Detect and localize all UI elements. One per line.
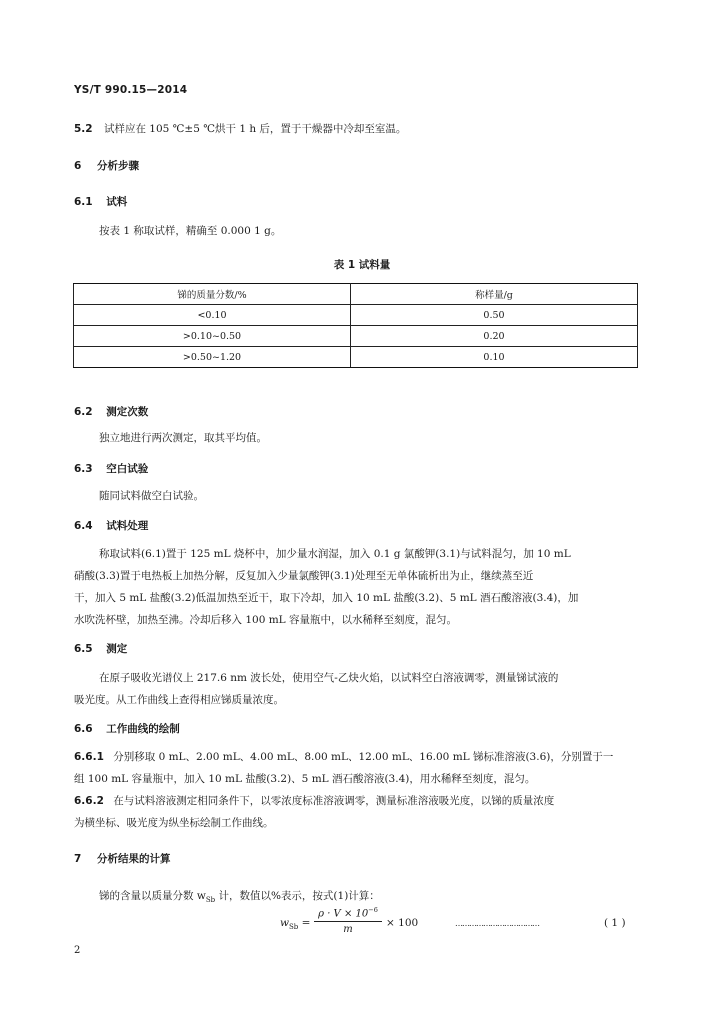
section-6-6-1-line: 组 100 mL 容量瓶中，加入 10 mL 盐酸(3.2)、5 mL 酒石酸溶液(3.4)，用水稀释至刻度，混匀。: [74, 773, 536, 785]
table-cell: 0.20: [351, 326, 638, 347]
section-number: 6.6: [74, 723, 93, 735]
section-6-6-1-text: 分别移取 0 mL、2.00 mL、4.00 mL、8.00 mL、12.00 mL、16.00 mL 锑标准溶液(3.6)，分别置于一: [113, 751, 614, 763]
equals-sign: =: [298, 917, 311, 929]
section-6-heading: [74, 158, 139, 173]
section-title: 分析结果的计算: [96, 853, 171, 865]
section-title: 测定: [106, 643, 128, 655]
table-1-title: 表 1 试料量: [333, 259, 391, 271]
column-header: 锑的质量分数/%: [74, 284, 351, 305]
section-6-3-heading: [74, 461, 148, 476]
formula-lhs: [280, 917, 310, 931]
table-row: [74, 326, 638, 347]
page-number: 2: [74, 945, 81, 956]
section-6-2-text: 独立地进行两次测定，取其平均值。: [99, 432, 267, 444]
section-number: 6.1: [74, 196, 93, 208]
section-number: 6.6.1: [74, 751, 104, 763]
section-title: 分析步骤: [96, 160, 139, 172]
formula-multiplier: × 100: [386, 917, 419, 929]
formula-leader-dots: ………………………………: [455, 919, 539, 928]
section-title: 试料处理: [106, 520, 149, 532]
table-cell: >0.50~1.20: [74, 347, 351, 368]
table-cell: >0.10~0.50: [74, 326, 351, 347]
section-number: 6.4: [74, 520, 93, 532]
text-part: 计，数值以%表示，按式(1)计算：: [215, 890, 380, 902]
section-6-2-heading: [74, 404, 148, 419]
section-6-6-1-line: [74, 747, 613, 768]
standard-number: YS/T 990.15—2014: [74, 84, 188, 96]
section-6-6-2-line: 为横坐标、吸光度为纵坐标绘制工作曲线。: [74, 817, 274, 829]
section-number: 6: [74, 160, 82, 172]
formula-denominator: m: [343, 924, 353, 936]
section-7-heading: [74, 851, 170, 866]
section-6-5-heading: [74, 641, 127, 656]
formula-numerator: [314, 906, 382, 919]
section-6-6-heading: [74, 721, 180, 736]
section-6-5-line: 吸光度。从工作曲线上查得相应锑质量浓度。: [74, 694, 284, 706]
table-header-row: [74, 284, 638, 305]
section-6-4-line: 硝酸(3.3)置于电热板上加热分解，反复加入少量氯酸钾(3.1)处理至无单体硫析出为止，继续蒸至近: [74, 570, 534, 582]
section-6-6-2-text: 在与试料溶液测定相同条件下，以零浓度标准溶液调零，测量标准溶液吸光度，以锑的质量浓度: [113, 795, 555, 807]
formula-variable: w: [280, 917, 289, 929]
text-part: 锑的含量以质量分数 w: [99, 890, 206, 902]
section-number: 6.6.2: [74, 795, 104, 807]
formula-fraction: [314, 906, 382, 935]
section-6-4-line: 水吹洗杯壁，加热至沸。冷却后移入 100 mL 容量瓶中，以水稀释至刻度，混匀。: [74, 614, 457, 626]
section-title: 空白试验: [106, 463, 149, 475]
section-title: 工作曲线的绘制: [106, 723, 180, 735]
section-number: 7: [74, 853, 82, 865]
section-number: 6.2: [74, 406, 93, 418]
table-row: [74, 347, 638, 368]
table-cell: 0.50: [351, 305, 638, 326]
clause-text: 试样应在 105 ℃±5 ℃烘干 1 h 后，置于干燥器中冷却至室温。: [103, 123, 407, 135]
section-number: 6.5: [74, 643, 93, 655]
formula-subscript: Sb: [289, 923, 299, 932]
fraction-bar: [314, 921, 382, 922]
table-row: [74, 305, 638, 326]
clause-number: 5.2: [74, 123, 93, 135]
section-6-1-text: 按表 1 称取试样，精确至 0.000 1 g。: [99, 225, 282, 237]
exponent: −6: [368, 906, 378, 914]
sample-mass-table: [73, 283, 638, 368]
column-header: 称样量/g: [351, 284, 638, 305]
section-6-4-line: 干，加入 5 mL 盐酸(3.2)低温加热至近干，取下冷却，加入 10 mL 盐酸(3.2)、5 mL 酒石酸溶液(3.4)，加: [74, 592, 579, 604]
numerator-text: ρ · V × 10: [318, 908, 369, 920]
section-6-3-text: 随同试料做空白试验。: [99, 490, 204, 502]
formula-label: ( 1 ): [604, 917, 626, 929]
subscript: Sb: [205, 896, 216, 905]
section-title: 测定次数: [106, 406, 149, 418]
section-6-4-heading: [74, 518, 148, 533]
clause-5-2: [74, 121, 406, 136]
section-6-4-line: 称取试料(6.1)置于 125 mL 烧杯中，加少量水润湿，加入 0.1 g 氯酸钾(3.1)与试料混匀，加 10 mL: [99, 548, 571, 560]
table-cell: <0.10: [74, 305, 351, 326]
section-6-1-heading: [74, 194, 127, 209]
table-cell: 0.10: [351, 347, 638, 368]
section-number: 6.3: [74, 463, 93, 475]
section-6-6-2-line: [74, 791, 554, 812]
section-title: 试料: [106, 196, 128, 208]
section-6-5-line: 在原子吸收光谱仪上 217.6 nm 波长处，使用空气-乙炔火焰，以试料空白溶液调零，测量锑试液的: [99, 672, 559, 684]
